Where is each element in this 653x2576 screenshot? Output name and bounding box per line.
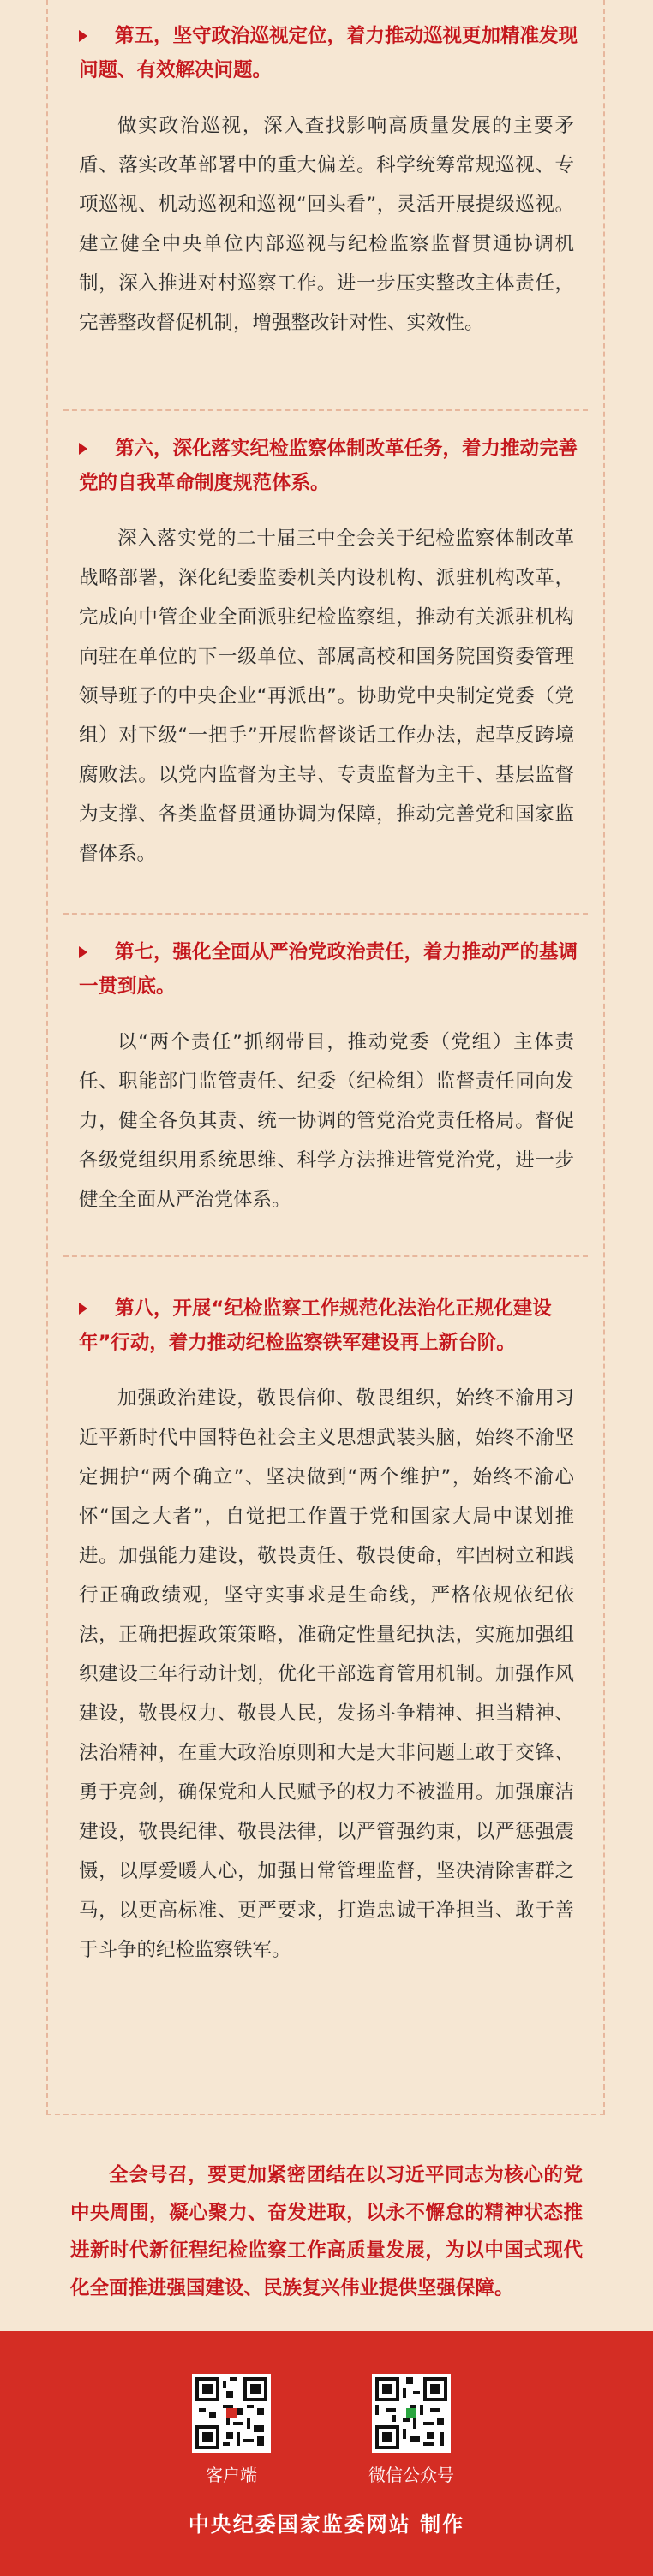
qr-client xyxy=(159,2374,304,2486)
qr-code-pattern xyxy=(195,2377,267,2449)
section-body: 加强政治建设，敬畏信仰、敬畏组织，始终不渝用习近平新时代中国特色社会主义思想武装头脑，始终不渝坚定拥护“两个确立”、坚决做到“两个维护”，始终不渝心怀“国之大者”，自觉把工作置于党和国家大局中谋划推进。加强能力建设，敬畏责任、敬畏使命，牢固树立和践行正确政绩观，坚守实事求是生命线，严格依规依纪依法，正确把握政策策略，准确定性量纪执法，实施加强组织建设三年行动计划，优化干部选育管用机制。加强作风建设，敬畏权力、敬畏人民，发扬斗争精神、担当精神、法治精神，在重大政治原则和大是大非问题上敢于交锋、勇于亮剑，确保党和人民赋予的权力不被滥用。加强廉洁建设，敬畏纪律、敬畏法律，以严管强约束，以严惩强震慑，以厚爱暖人心，加强日常管理监督，坚决清除害群之马，以更高标准、更严要求，打造忠诚干净担当、敢于善于斗争的纪检监察铁军。 xyxy=(79,1387,574,1961)
qr-code-pattern xyxy=(375,2377,447,2449)
qr-wechat-label: 微信公众号 xyxy=(368,2465,454,2485)
qr-code-icon[interactable] xyxy=(372,2374,451,2453)
section-body: 深入落实党的二十届三中全会关于纪检监察体制改革战略部署，深化纪委监委机关内设机构、派驻机构改革，完成向中管企业全面派驻纪检监察组，推动有关派驻机构向驻在单位的下一级单位、部属高校和国务院国资委管理领导班子的中央企业“再派出”。协助党中央制定党委（党组）对下级“一把手”开展监督谈话工作办法，起草反跨境腐败法。以党内监督为主导、专责监督为主干、基层监督为支撑、各类监督贯通协调为保障，推动完善党和国家监督体系。 xyxy=(79,528,574,865)
section-heading: 第八，开展“纪检监察工作规范化法治化正规化建设年”行动，着力推动纪检监察铁军建设再上新台阶。 xyxy=(79,1297,552,1354)
qr-wechat xyxy=(338,2374,484,2486)
section-6 xyxy=(67,432,584,874)
section-divider xyxy=(63,409,588,411)
section-heading: 第六，深化落实纪检监察体制改革任务，着力推动完善党的自我革命制度规范体系。 xyxy=(79,438,578,494)
section-8 xyxy=(67,1291,584,1970)
section-body: 以“两个责任”抓纲带目，推动党委（党组）主体责任、职能部门监管责任、纪委（纪检组）监督责任同向发力，健全各负其责、统一协调的管党治党责任格局。督促各级党组织用系统思维、科学方法推进管党治党，进一步健全全面从严治党体系。 xyxy=(79,1031,574,1211)
closing-paragraph: 全会号召，要更加紧密团结在以习近平同志为核心的党中央周围，凝心聚力、奋发进取，以永不懈怠的精神状态推进新时代新征程纪检监察工作高质量发展，为以中国式现代化全面推进强国建设、民族复兴伟业提供坚强保障。 xyxy=(70,2164,583,2299)
triangle-bullet-icon xyxy=(79,946,87,958)
section-heading: 第七，强化全面从严治党政治责任，着力推动严的基调一贯到底。 xyxy=(79,941,578,998)
triangle-bullet-icon xyxy=(79,30,87,42)
section-5 xyxy=(67,19,584,343)
qr-code-icon[interactable] xyxy=(192,2374,271,2453)
section-7 xyxy=(67,935,584,1219)
section-heading: 第五，坚守政治巡视定位，着力推动巡视更加精准发现问题、有效解决问题。 xyxy=(79,25,578,81)
footer xyxy=(0,2331,653,2576)
triangle-bullet-icon xyxy=(79,1303,87,1315)
section-divider xyxy=(63,913,588,915)
triangle-bullet-icon xyxy=(79,443,87,455)
section-body: 做实政治巡视，深入查找影响高质量发展的主要矛盾、落实改革部署中的重大偏差。科学统筹常规巡视、专项巡视、机动巡视和巡视“回头看”，灵活开展提级巡视。建立健全中央单位内部巡视与纪检监察监督贯通协调机制，深入推进对村巡察工作。进一步压实整改主体责任，完善整改督促机制，增强整改针对性、实效性。 xyxy=(79,115,574,334)
section-divider xyxy=(63,1255,588,1257)
footer-credit: 中央纪委国家监委网站 制作 xyxy=(188,2513,465,2537)
qr-client-label: 客户端 xyxy=(206,2465,257,2485)
